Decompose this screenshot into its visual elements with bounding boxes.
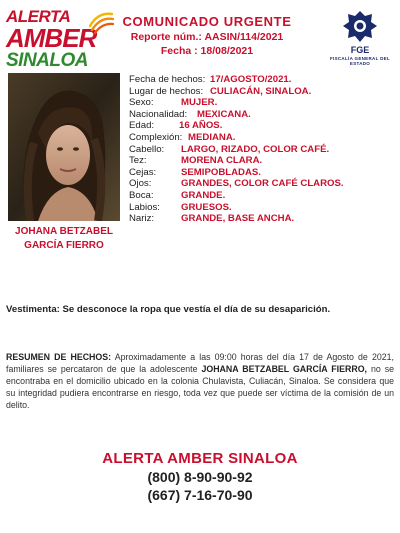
bulletin-title: COMUNICADO URGENTE bbox=[122, 14, 292, 29]
detail-value: CULIACÁN, SINALOA. bbox=[210, 85, 312, 97]
detail-value: MORENA CLARA. bbox=[181, 155, 263, 167]
detail-value: GRANDE, BASE ANCHA. bbox=[181, 213, 295, 225]
phone-number-2[interactable]: (667) 7-16-70-90 bbox=[147, 487, 253, 503]
detail-label: Edad: bbox=[129, 120, 155, 132]
logo-line-sinaloa: SINALOA bbox=[6, 50, 88, 71]
detail-row-build bbox=[129, 132, 397, 144]
report-number: Reporte núm.: AASIN/114/2021 bbox=[130, 31, 284, 43]
summary-label: RESUMEN DE HECHOS: bbox=[6, 352, 112, 362]
contact-footer bbox=[0, 450, 400, 503]
detail-label: Labios: bbox=[129, 201, 160, 213]
bulletin-header bbox=[112, 14, 302, 57]
logo-line-amber: AMBER bbox=[6, 23, 97, 53]
detail-row-lips bbox=[129, 202, 397, 214]
summary-person-name: JOHANA BETZABEL GARCÍA FIERRO, bbox=[201, 364, 367, 374]
detail-value: LARGO, RIZADO, COLOR CAFÉ. bbox=[181, 143, 330, 155]
person-details bbox=[129, 74, 397, 225]
detail-label: Fecha de hechos: bbox=[129, 74, 206, 85]
portrait-image bbox=[8, 73, 120, 221]
detail-row-mouth bbox=[129, 190, 397, 202]
agency-label: FGE bbox=[350, 45, 370, 55]
detail-row-sex bbox=[129, 97, 397, 109]
sun-swoosh-icon bbox=[88, 8, 114, 34]
person-name bbox=[0, 225, 128, 252]
detail-row-age bbox=[129, 120, 397, 132]
incident-summary bbox=[6, 351, 394, 411]
detail-label: Lugar de hechos: bbox=[129, 85, 204, 97]
detail-row-hair bbox=[129, 144, 397, 156]
detail-value: 17/AGOSTO/2021. bbox=[210, 74, 292, 85]
detail-value: GRANDES, COLOR CAFÉ CLAROS. bbox=[181, 178, 344, 190]
detail-row-nationality bbox=[129, 109, 397, 121]
detail-label: Sexo: bbox=[129, 97, 154, 109]
detail-label: Nariz: bbox=[129, 213, 155, 225]
phone-number-1[interactable]: (800) 8-90-90-92 bbox=[147, 469, 253, 485]
detail-value: GRANDE. bbox=[181, 189, 226, 201]
detail-value: MUJER. bbox=[181, 97, 218, 109]
detail-label: Ojos: bbox=[129, 178, 152, 190]
detail-row-eyes bbox=[129, 178, 397, 190]
footer-title: ALERTA AMBER SINALOA bbox=[102, 450, 298, 467]
summary-text-part2: no se encontraba en el domicilio ubicado en la colonia Chulavista, Culiacán, Sinaloa. Se considera que su integridad pudiera encontrarse en riesgo, toda vez que puede ser víctima de la comisión de un delito. bbox=[6, 364, 394, 410]
clothing-note: Vestimenta: Se desconoce la ropa que vestía el día de su desaparición. bbox=[6, 304, 331, 315]
missing-person-photo bbox=[8, 73, 120, 221]
detail-label: Nacionalidad: bbox=[129, 108, 188, 120]
summary-text-part1: Aproximadamente a las 09:00 horas del día 17 de Agosto de 2021, familiares se percataron de que la adolescente bbox=[6, 352, 394, 374]
report-date: Fecha : 18/08/2021 bbox=[160, 45, 254, 57]
detail-row-nose bbox=[129, 213, 397, 225]
detail-label: Complexión: bbox=[129, 131, 183, 143]
detail-label: Tez: bbox=[129, 155, 147, 167]
detail-label: Boca: bbox=[129, 189, 154, 201]
detail-row-date bbox=[129, 74, 397, 86]
person-name-line2: GARCÍA FIERRO bbox=[24, 239, 104, 251]
detail-row-place bbox=[129, 86, 397, 98]
person-name-line1: JOHANA BETZABEL bbox=[15, 226, 113, 237]
detail-value: MEXICANA. bbox=[197, 108, 251, 120]
detail-row-skin bbox=[129, 155, 397, 167]
detail-row-eyebrows bbox=[129, 167, 397, 179]
logo-line-alerta: ALERTA bbox=[6, 7, 71, 26]
fge-seal bbox=[325, 8, 395, 70]
detail-value: MEDIANA. bbox=[188, 131, 236, 143]
detail-value: SEMIPOBLADAS. bbox=[181, 166, 261, 178]
detail-value: 16 AÑOS. bbox=[179, 120, 223, 132]
detail-value: GRUESOS. bbox=[181, 201, 232, 213]
detail-label: Cabello: bbox=[129, 143, 165, 155]
alerta-amber-logo bbox=[6, 8, 114, 74]
detail-label: Cejas: bbox=[129, 166, 157, 178]
agency-subtitle: FISCALÍA GENERAL DEL ESTADO bbox=[329, 56, 390, 66]
